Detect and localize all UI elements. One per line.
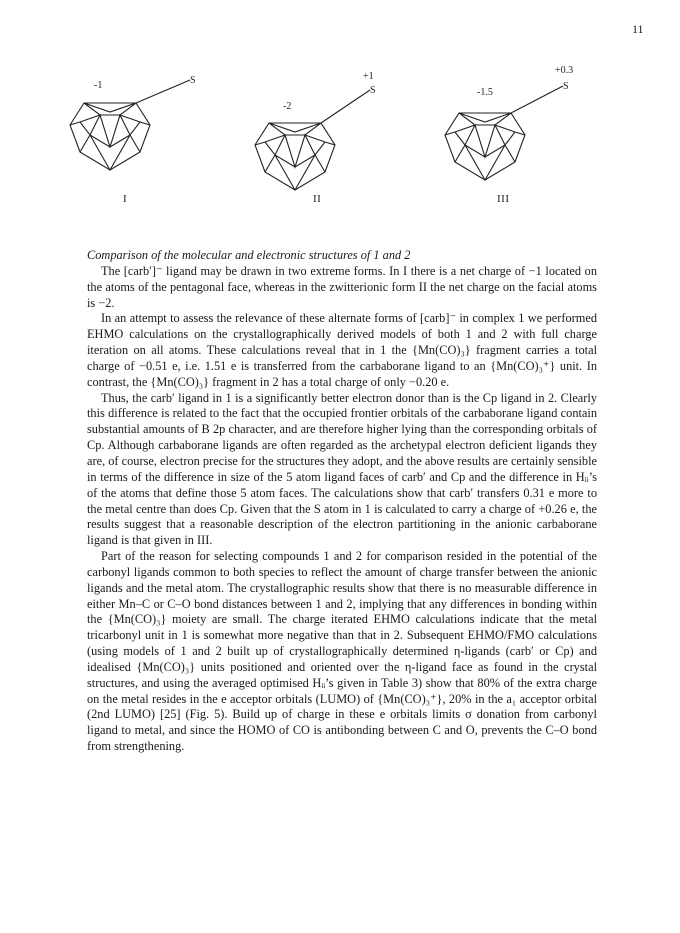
charge-label-ii-sulfur: +1 [363,71,374,82]
sulfur-label-iii: S [563,81,569,92]
sulfur-label-i: S [190,75,196,86]
paragraph-3: Thus, the carb′ ligand in 1 is a significantly better electron donor than is the Cp ligand in 2. Clearly this difference is related to the fact that the occupied frontier orbitals of the carbaborane ligand contain substantial amounts of B 2p character, and are therefore higher lying than the corresponding orbitals of Cp. Although carbaborane ligands are often regarded as the archetypal electron deficient ligands they are, of course, electron precise for the structures they adopt, and the above results are certainly sensible in terms of the difference in size of the 5 atom ligand faces of carb′ and Cp and the difference in Hᵢᵢ’s of the atoms that define those 5 atom faces. The calculations show that carb′ transfers 0.31 e more to the metal centre than does Cp. Given that the S atom in 1 is calculated to carry a charge of +0.26 e, the results suggest that a reasonable description of the electron partitioning in the anionic carbaborane ligand is that given in III. [87,390,597,548]
structure-label-ii: II [313,193,322,205]
sulfur-label-ii: S [370,85,376,96]
structures-figure [60,52,620,212]
structure-label-iii: III [497,193,510,205]
paragraph-4: Part of the reason for selecting compounds 1 and 2 for comparison resided in the potential of the carbonyl ligands common to both species to reflect the amount of charge transfer between the anionic ligands and the metal atom. The crystallographic results show that there is no measurable difference in either Mn–C or C–O bond distances between 1 and 2, implying that any differences in bonding within the {Mn(CO)₃} moiety are small. The charge iterated EHMO calculations indicate that the metal tricarbonyl unit in 1 is somewhat more negative than that in 2. Subsequent EHMO/FMO calculations (using models of 1 and 2 built up of crystallographically determined η-ligands (carb′ or Cp) and idealised {Mn(CO)₃} units positioned and oriented over the η-ligand face as found in the crystal structures, and using the averaged optimised Hᵢᵢ’s given in Table 3) show that 80% of the extra charge on the metal resides in the e acceptor orbitals (LUMO) of {Mn(CO)₃⁺}, 20% in the a₁ acceptor orbital (2nd LUMO) [25] (Fig. 5). Build up of charge in these e orbitals limits σ donation from carbonyl ligand to metal, and since the HOMO of CO is antibonding between C and O, prevents the C–O bond from strengthening. [87,549,597,754]
icosahedron-structure-iii [445,65,573,180]
charge-label-ii-face: -2 [283,101,292,112]
structure-label-i: I [123,193,128,205]
section-heading: Comparison of the molecular and electronic structures of 1 and 2 [87,248,411,262]
paragraph-1: The [carb′]⁻ ligand may be drawn in two extreme forms. In I there is a net charge of −1 located on the atoms of the pentagonal face, whereas in the zwitterionic form II the net charge on the facial atoms is −2. [87,263,597,310]
icosahedron-structure-ii [255,71,376,190]
charge-label-iii-face: -1.5 [477,87,493,98]
paragraph-2: In an attempt to assess the relevance of these alternate forms of [carb]⁻ in complex 1 we performed EHMO calculations on the crystallographically derived models of both 1 and 2 with full charge iteration on all atoms. These calculations reveal that in 1 the {Mn(CO)₃} fragment carries a total charge of −0.51 e, i.e. 1.51 e is transferred from the carbaborane ligand to an {Mn(CO)₃⁺} unit. In contrast, the {Mn(CO)₃} fragment in 2 has a total charge of only −0.20 e. [87,311,597,389]
body-text [87,248,597,755]
icosahedron-structure-i [70,75,196,170]
page-number: 11 [632,22,644,36]
charge-label-iii-sulfur: +0.3 [555,65,574,76]
charge-label-i-1: -1 [94,80,103,91]
